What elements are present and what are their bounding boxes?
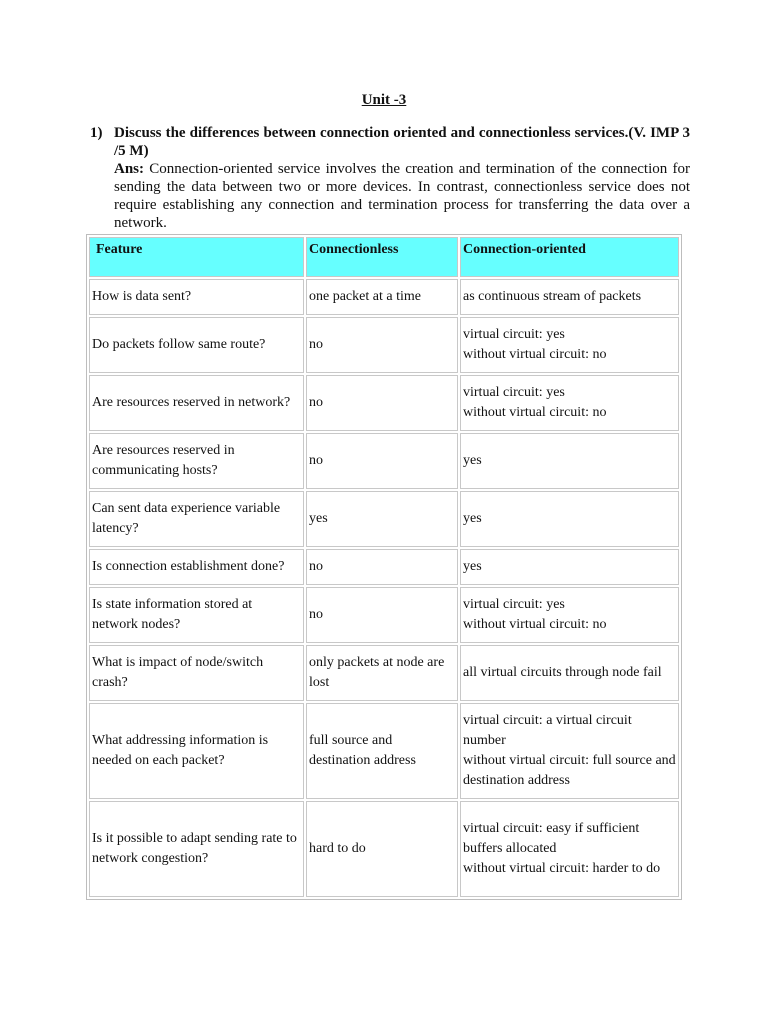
cell-connection-oriented [460, 491, 679, 547]
cell-connection-oriented [460, 549, 679, 585]
cell-connectionless: no [306, 375, 458, 431]
cell-feature: Is connection establishment done? [89, 549, 304, 585]
answer-label: Ans: [114, 161, 145, 177]
cell-connectionless: no [306, 433, 458, 489]
unit-title: Unit -3 [361, 92, 407, 108]
cell-connectionless: no [306, 587, 458, 643]
cell-line: as continuous stream of packets [463, 289, 642, 304]
cell-line: without virtual circuit: full source and destination address [463, 753, 676, 788]
cell-feature: Are resources reserved in communicating hosts? [89, 433, 304, 489]
question-number: 1) [90, 125, 103, 141]
cell-connection-oriented [460, 587, 679, 643]
cell-connectionless: yes [306, 491, 458, 547]
cell-line: virtual circuit: a virtual circuit number [463, 713, 632, 748]
cell-feature: Do packets follow same route? [89, 317, 304, 373]
cell-connectionless: hard to do [306, 801, 458, 897]
cell-line: yes [463, 559, 482, 574]
table-row [89, 491, 679, 547]
table-row [89, 317, 679, 373]
cell-connection-oriented [460, 433, 679, 489]
question-text: Discuss the differences between connection oriented and connectionless services.(V. IMP 3 /5 M) [114, 125, 690, 159]
cell-connection-oriented [460, 317, 679, 373]
cell-connection-oriented [460, 801, 679, 897]
cell-feature: What addressing information is needed on each packet? [89, 703, 304, 799]
table-row [89, 279, 679, 315]
cell-connection-oriented [460, 375, 679, 431]
answer-paragraph [114, 160, 690, 232]
table-row [89, 375, 679, 431]
cell-line: virtual circuit: yes [463, 327, 565, 342]
cell-connectionless: no [306, 317, 458, 373]
cell-line: without virtual circuit: harder to do [463, 861, 661, 876]
table-row [89, 703, 679, 799]
table-body [89, 279, 679, 897]
cell-connection-oriented [460, 645, 679, 701]
cell-connectionless: no [306, 549, 458, 585]
table-row [89, 587, 679, 643]
cell-feature: Is it possible to adapt sending rate to network congestion? [89, 801, 304, 897]
cell-line: without virtual circuit: no [463, 347, 607, 362]
header-connection-oriented: Connection-oriented [460, 237, 679, 277]
question-block [90, 124, 690, 232]
page-title [0, 92, 768, 109]
cell-line: without virtual circuit: no [463, 405, 607, 420]
cell-feature: How is data sent? [89, 279, 304, 315]
cell-line: yes [463, 511, 482, 526]
cell-connectionless: only packets at node are lost [306, 645, 458, 701]
cell-connectionless: one packet at a time [306, 279, 458, 315]
table-row [89, 433, 679, 489]
cell-connection-oriented [460, 279, 679, 315]
table-row [89, 645, 679, 701]
cell-feature: What is impact of node/switch crash? [89, 645, 304, 701]
cell-connectionless: full source and destination address [306, 703, 458, 799]
answer-text: Connection-oriented service involves the creation and termination of the connection for sending the data between two or more devices. In contrast, connectionless service does not require establishing any connection and termination process for transferring the data over a network. [114, 161, 691, 231]
comparison-table [86, 234, 682, 900]
cell-feature: Are resources reserved in network? [89, 375, 304, 431]
cell-line: virtual circuit: yes [463, 597, 565, 612]
header-connectionless: Connectionless [306, 237, 458, 277]
cell-line: virtual circuit: easy if sufficient buffers allocated [463, 821, 640, 856]
header-feature: Feature [89, 237, 304, 277]
table-row [89, 801, 679, 897]
table-row [89, 549, 679, 585]
cell-feature: Can sent data experience variable latency? [89, 491, 304, 547]
cell-line: virtual circuit: yes [463, 385, 565, 400]
table-header-row [89, 237, 679, 277]
cell-line: yes [463, 453, 482, 468]
cell-line: without virtual circuit: no [463, 617, 607, 632]
cell-feature: Is state information stored at network nodes? [89, 587, 304, 643]
cell-connection-oriented [460, 703, 679, 799]
cell-line: all virtual circuits through node fail [463, 665, 662, 680]
